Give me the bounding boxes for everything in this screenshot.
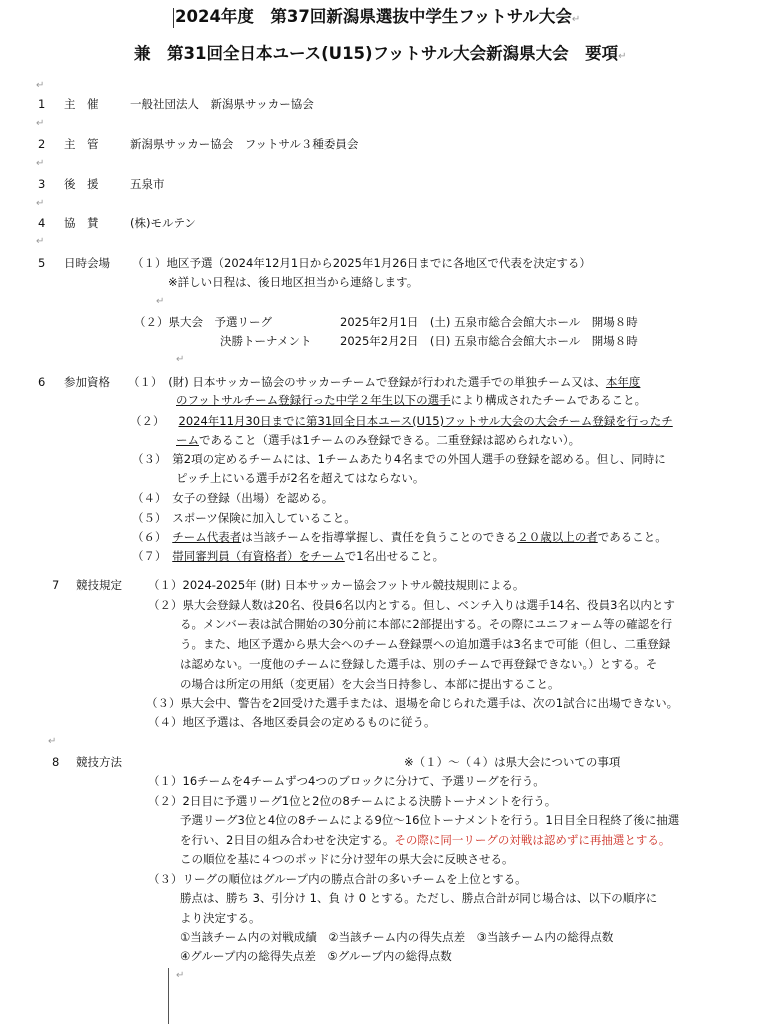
section-8-item-3-line-2: 勝点は、勝ち 3、引分け 1、負 け 0 とする。ただし、勝点合計が同じ場合は、以下の順序に bbox=[180, 891, 658, 905]
section-6-item-5: （５） スポーツ保険に加入していること。 bbox=[132, 511, 356, 525]
section-8-item-2-line-4: この順位を基に４つのポッドに分け翌年の県大会に反映させる。 bbox=[180, 852, 514, 866]
section-7-item-2-line-4: は認めない。一度他のチームに登録した選手は、別のチームで再登録できない。）とする。そ bbox=[180, 657, 658, 671]
section-8-number: 8 bbox=[52, 755, 60, 769]
section-1-text: 一般社団法人 新潟県サッカー協会 bbox=[130, 97, 314, 111]
section-8-item-2-line-2: 予選リーグ3位と4位の8チームによる9位～16位トーナメントを行う。1日目全日程終了後に抽選 bbox=[180, 813, 680, 827]
section-6-item-3: （３） 第2項の定めるチームには、1チームあたり4名までの外国人選手の登録を認める。但し、同時に bbox=[132, 452, 666, 466]
paragraph-mark: ↵ bbox=[48, 736, 57, 747]
section-4-label: 協 賛 bbox=[64, 216, 99, 230]
section-2-number: 2 bbox=[38, 137, 46, 151]
section-7-item-2-line-2: る。メンバー表は試合開始の30分前に本部に2部提出する。その際にユニフォーム等の確認を行 bbox=[180, 617, 673, 631]
section-8-item-3-line-3: より決定する。 bbox=[180, 911, 261, 925]
paragraph-mark: ↵ bbox=[36, 118, 45, 129]
section-6-item-3-cont: ピッチ上にいる選手が2名を超えてはならない。 bbox=[176, 471, 425, 485]
section-7-number: 7 bbox=[52, 578, 60, 592]
section-6-label: 参加資格 bbox=[64, 375, 110, 389]
section-4-text: (株)モルテン bbox=[130, 216, 196, 230]
paragraph-mark: ↵ bbox=[176, 970, 185, 981]
margin-line bbox=[168, 968, 169, 1024]
text-cursor bbox=[173, 8, 174, 28]
section-7-item-2-line-3: う。また、地区予選から県大会へのチーム登録票への追加選手は3名まで可能（但し、二重登録 bbox=[180, 637, 671, 651]
paragraph-mark: ↵ bbox=[156, 296, 165, 307]
section-7-item-2-line-1: （２）県大会登録人数は20名、役員6名以内とする。但し、ベンチ入りは選手14名、役員3名以内とす bbox=[148, 598, 675, 612]
section-8-item-1: （１）16チームを4チームずつ4つのブロックに分けて、予選リーグを行う。 bbox=[148, 774, 545, 788]
section-7-item-2-line-5: の場合は所定の用紙（変更届）を大会当日持参し、本部に提出すること。 bbox=[180, 677, 560, 691]
title-line-2: 兼 第31回全日本ユース(U15)フットサル大会新潟県大会 要項↵ bbox=[134, 44, 627, 63]
section-8-item-2: （２）2日目に予選リーグ1位と2位の8チームによる決勝トーナメントを行う。 bbox=[148, 794, 557, 808]
section-5-item-2-final-date: 2025年2月2日 (日) 五泉市総合会館大ホール 開場８時 bbox=[340, 334, 638, 348]
paragraph-mark: ↵ bbox=[36, 198, 45, 209]
section-7-item-3: （３）県大会中、警告を2回受けた選手または、退場を命じられた選手は、次の1試合に出場できない。 bbox=[146, 696, 679, 710]
section-2-text: 新潟県サッカー協会 フットサル３種委員会 bbox=[130, 137, 359, 151]
section-8-note: ※（１）～（４）は県大会についての事項 bbox=[404, 755, 621, 769]
section-6-item-7: （７） 帯同審判員（有資格者）をチームで1名出せること。 bbox=[132, 549, 445, 563]
section-2-label: 主 管 bbox=[64, 137, 99, 151]
section-6-number: 6 bbox=[38, 375, 46, 389]
section-5-item-1: （１）地区予選（2024年12月1日から2025年1月26日までに各地区で代表を決定する） bbox=[132, 256, 591, 270]
section-3-label: 後 援 bbox=[64, 177, 99, 191]
section-6-item-2: （２） 2024年11月30日までに第31回全日本ユース(U15)フットサル大会の大会チーム登録を行ったチ bbox=[130, 414, 673, 428]
section-8-item-2-line-3: を行い、2日目の組み合わせを決定する。その際に同一リーグの対戦は認めずに再抽選とする。 bbox=[180, 833, 671, 847]
section-1-label: 主 催 bbox=[64, 97, 99, 111]
section-1-number: 1 bbox=[38, 97, 46, 111]
section-8-item-3: （３）リーグの順位はグループ内の勝点合計の多いチームを上位とする。 bbox=[148, 872, 527, 886]
section-6-item-1: （１） (財) 日本サッカー協会のサッカーチームで登録が行われた選手での単独チーム又は、本年度 bbox=[128, 375, 641, 389]
section-7-item-1: （１）2024-2025年 (財) 日本サッカー協会フットサル競技規則による。 bbox=[148, 578, 525, 592]
section-5-item-1-note: ※詳しい日程は、後日地区担当から連絡します。 bbox=[168, 275, 419, 289]
section-6-item-4: （４） 女子の登録（出場）を認める。 bbox=[132, 491, 334, 505]
section-5-label: 日時会場 bbox=[64, 256, 110, 270]
section-6-item-2-cont: ームであること（選手は1チームのみ登録できる。二重登録は認められない）。 bbox=[176, 433, 581, 447]
title-line-1: 2024年度 第37回新潟県選抜中学生フットサル大会↵ bbox=[175, 7, 581, 26]
section-5-item-2-prelim-date: 2025年2月1日 (土) 五泉市総合会館大ホール 開場８時 bbox=[340, 315, 638, 329]
section-8-item-3-line-4: ①当該チーム内の対戦成績 ②当該チーム内の得失点差 ③当該チーム内の総得点数 bbox=[180, 930, 614, 944]
section-8-label: 競技方法 bbox=[76, 755, 122, 769]
section-3-text: 五泉市 bbox=[130, 177, 165, 191]
section-5-item-2-prelim-head: （２）県大会 予選リーグ bbox=[134, 315, 272, 329]
section-6-item-1-cont: のフットサルチーム登録行った中学２年生以下の選手により構成されたチームであること。 bbox=[176, 393, 647, 407]
section-7-label: 競技規定 bbox=[76, 578, 122, 592]
paragraph-mark: ↵ bbox=[36, 80, 45, 91]
paragraph-mark: ↵ bbox=[36, 236, 45, 247]
section-7-item-4: （４）地区予選は、各地区委員会の定めるものに従う。 bbox=[148, 715, 436, 729]
section-4-number: 4 bbox=[38, 216, 46, 230]
section-6-item-6: （６） チーム代表者は当該チームを指導掌握し、責任を負うことのできる２０歳以上の者であること。 bbox=[132, 530, 667, 544]
section-8-item-3-line-5: ④グループ内の総得失点差 ⑤グループ内の総得点数 bbox=[180, 949, 452, 963]
paragraph-mark: ↵ bbox=[36, 158, 45, 169]
section-5-number: 5 bbox=[38, 256, 46, 270]
paragraph-mark: ↵ bbox=[176, 354, 185, 365]
section-5-item-2-final-head: 決勝トーナメント bbox=[220, 334, 312, 348]
section-3-number: 3 bbox=[38, 177, 46, 191]
